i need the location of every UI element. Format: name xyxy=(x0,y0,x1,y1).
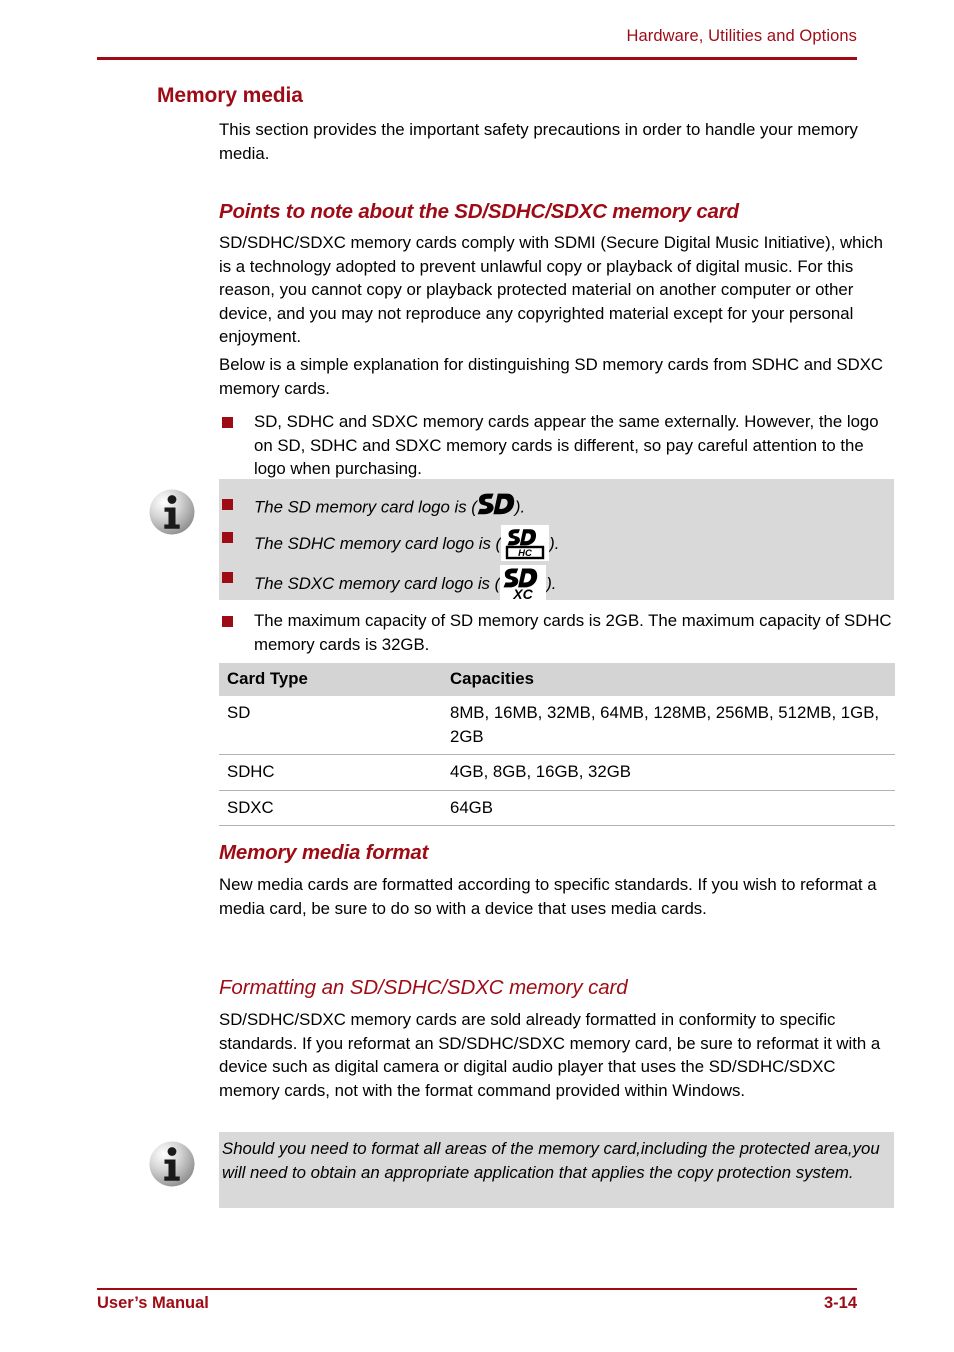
points-paragraph-2: Below is a simple explanation for distinguishing SD memory cards from SDHC and SDXC memory cards. xyxy=(219,355,884,398)
footer-manual-label: User’s Manual xyxy=(97,1294,209,1312)
table-header xyxy=(219,663,895,696)
square-bullet-icon xyxy=(222,616,233,627)
note-line-sd xyxy=(254,492,525,525)
note-line-sdhc-before: The SDHC memory card logo is ( xyxy=(254,534,502,553)
cell-card-type: SDXC xyxy=(219,790,442,826)
svg-text:HC: HC xyxy=(518,548,532,559)
square-bullet-icon xyxy=(222,417,233,428)
footer-divider xyxy=(97,1288,857,1290)
page-title: Memory media xyxy=(157,84,303,107)
cell-card-type: SDHC xyxy=(219,755,442,791)
cell-capacities: 4GB, 8GB, 16GB, 32GB xyxy=(442,755,895,791)
format-paragraph: New media cards are formatted according to specific standards. If you wish to reformat a media card, be sure to do so with a device that uses media cards. xyxy=(219,875,877,918)
list-item-text: SD, SDHC and SDXC memory cards appear the same externally. However, the logo on SD, SDHC and SDXC memory cards is different, so pay careful attention to the logo when purchasing. xyxy=(254,412,879,478)
note-format-text: Should you need to format all areas of the memory card,including the protected area,you will need to obtain an appropriate application that applies the copy protection system. xyxy=(222,1139,880,1182)
column-header-capacities: Capacities xyxy=(442,663,895,696)
capacities-table xyxy=(219,663,895,826)
formatting-heading: Formatting an SD/SDHC/SDXC memory card xyxy=(219,976,628,999)
sd-logo-icon xyxy=(477,492,515,525)
header-title: Hardware, Utilities and Options xyxy=(626,27,857,45)
page-header xyxy=(97,26,857,46)
note-list-item-sd xyxy=(222,492,525,525)
table-row xyxy=(219,790,895,826)
note-line-sdxc xyxy=(254,565,556,601)
square-bullet-icon xyxy=(222,572,233,583)
note-line-sdhc xyxy=(254,525,559,561)
note-line-sd-after: ). xyxy=(514,497,526,517)
cell-capacities: 64GB xyxy=(442,790,895,826)
info-icon xyxy=(148,488,196,536)
square-bullet-icon xyxy=(222,499,233,510)
footer-page-number: 3-14 xyxy=(823,1294,857,1312)
list-item xyxy=(222,609,895,656)
list-item xyxy=(222,410,895,481)
note-list-item-sdxc xyxy=(222,565,556,601)
cell-card-type: SD xyxy=(219,696,442,755)
table-header-row xyxy=(219,663,895,696)
svg-text:XC: XC xyxy=(513,586,533,601)
note-line-sdxc-before: The SDXC memory card logo is ( xyxy=(254,574,501,593)
list-item-text: The maximum capacity of SD memory cards is 2GB. The maximum capacity of SDHC memory cards is 32GB. xyxy=(254,611,892,654)
format-heading: Memory media format xyxy=(219,841,429,864)
column-header-card-type: Card Type xyxy=(219,663,442,696)
table-body xyxy=(219,696,895,826)
sdxc-logo-icon xyxy=(500,565,546,601)
cell-capacities: 8MB, 16MB, 32MB, 64MB, 128MB, 256MB, 512MB, 1GB, 2GB xyxy=(442,696,895,755)
note-line-sd-before: The SD memory card logo is ( xyxy=(254,497,477,517)
note-list-item-sdhc xyxy=(222,525,559,561)
table-row xyxy=(219,755,895,791)
sdhc-logo-icon xyxy=(501,525,549,561)
points-heading: Points to note about the SD/SDHC/SDXC memory card xyxy=(219,200,739,223)
note-line-sdhc-after: ). xyxy=(549,534,560,553)
section-intro-paragraph: This section provides the important safety precautions in order to handle your memory media. xyxy=(219,120,858,163)
header-divider xyxy=(97,57,857,60)
square-bullet-icon xyxy=(222,532,233,543)
table-row xyxy=(219,696,895,755)
info-icon xyxy=(148,1140,196,1188)
points-paragraph-1: SD/SDHC/SDXC memory cards comply with SDMI (Secure Digital Music Initiative), which is a technology adopted to prevent unlawful copy or playback of digital music. For this reason, you cannot copy or playback protected material on another computer or other device, and you may not reproduce any copyrighted material except for your personal enjoyment. xyxy=(219,233,883,346)
note-line-sdxc-after: ). xyxy=(546,574,557,593)
formatting-paragraph: SD/SDHC/SDXC memory cards are sold already formatted in conformity to specific standards. If you reformat an SD/SDHC/SDXC memory card, be sure to reformat it with a device such as digital camera or digital audio player that uses the SD/SDHC/SDXC memory cards, not with the format command provided within Windows. xyxy=(219,1010,881,1100)
